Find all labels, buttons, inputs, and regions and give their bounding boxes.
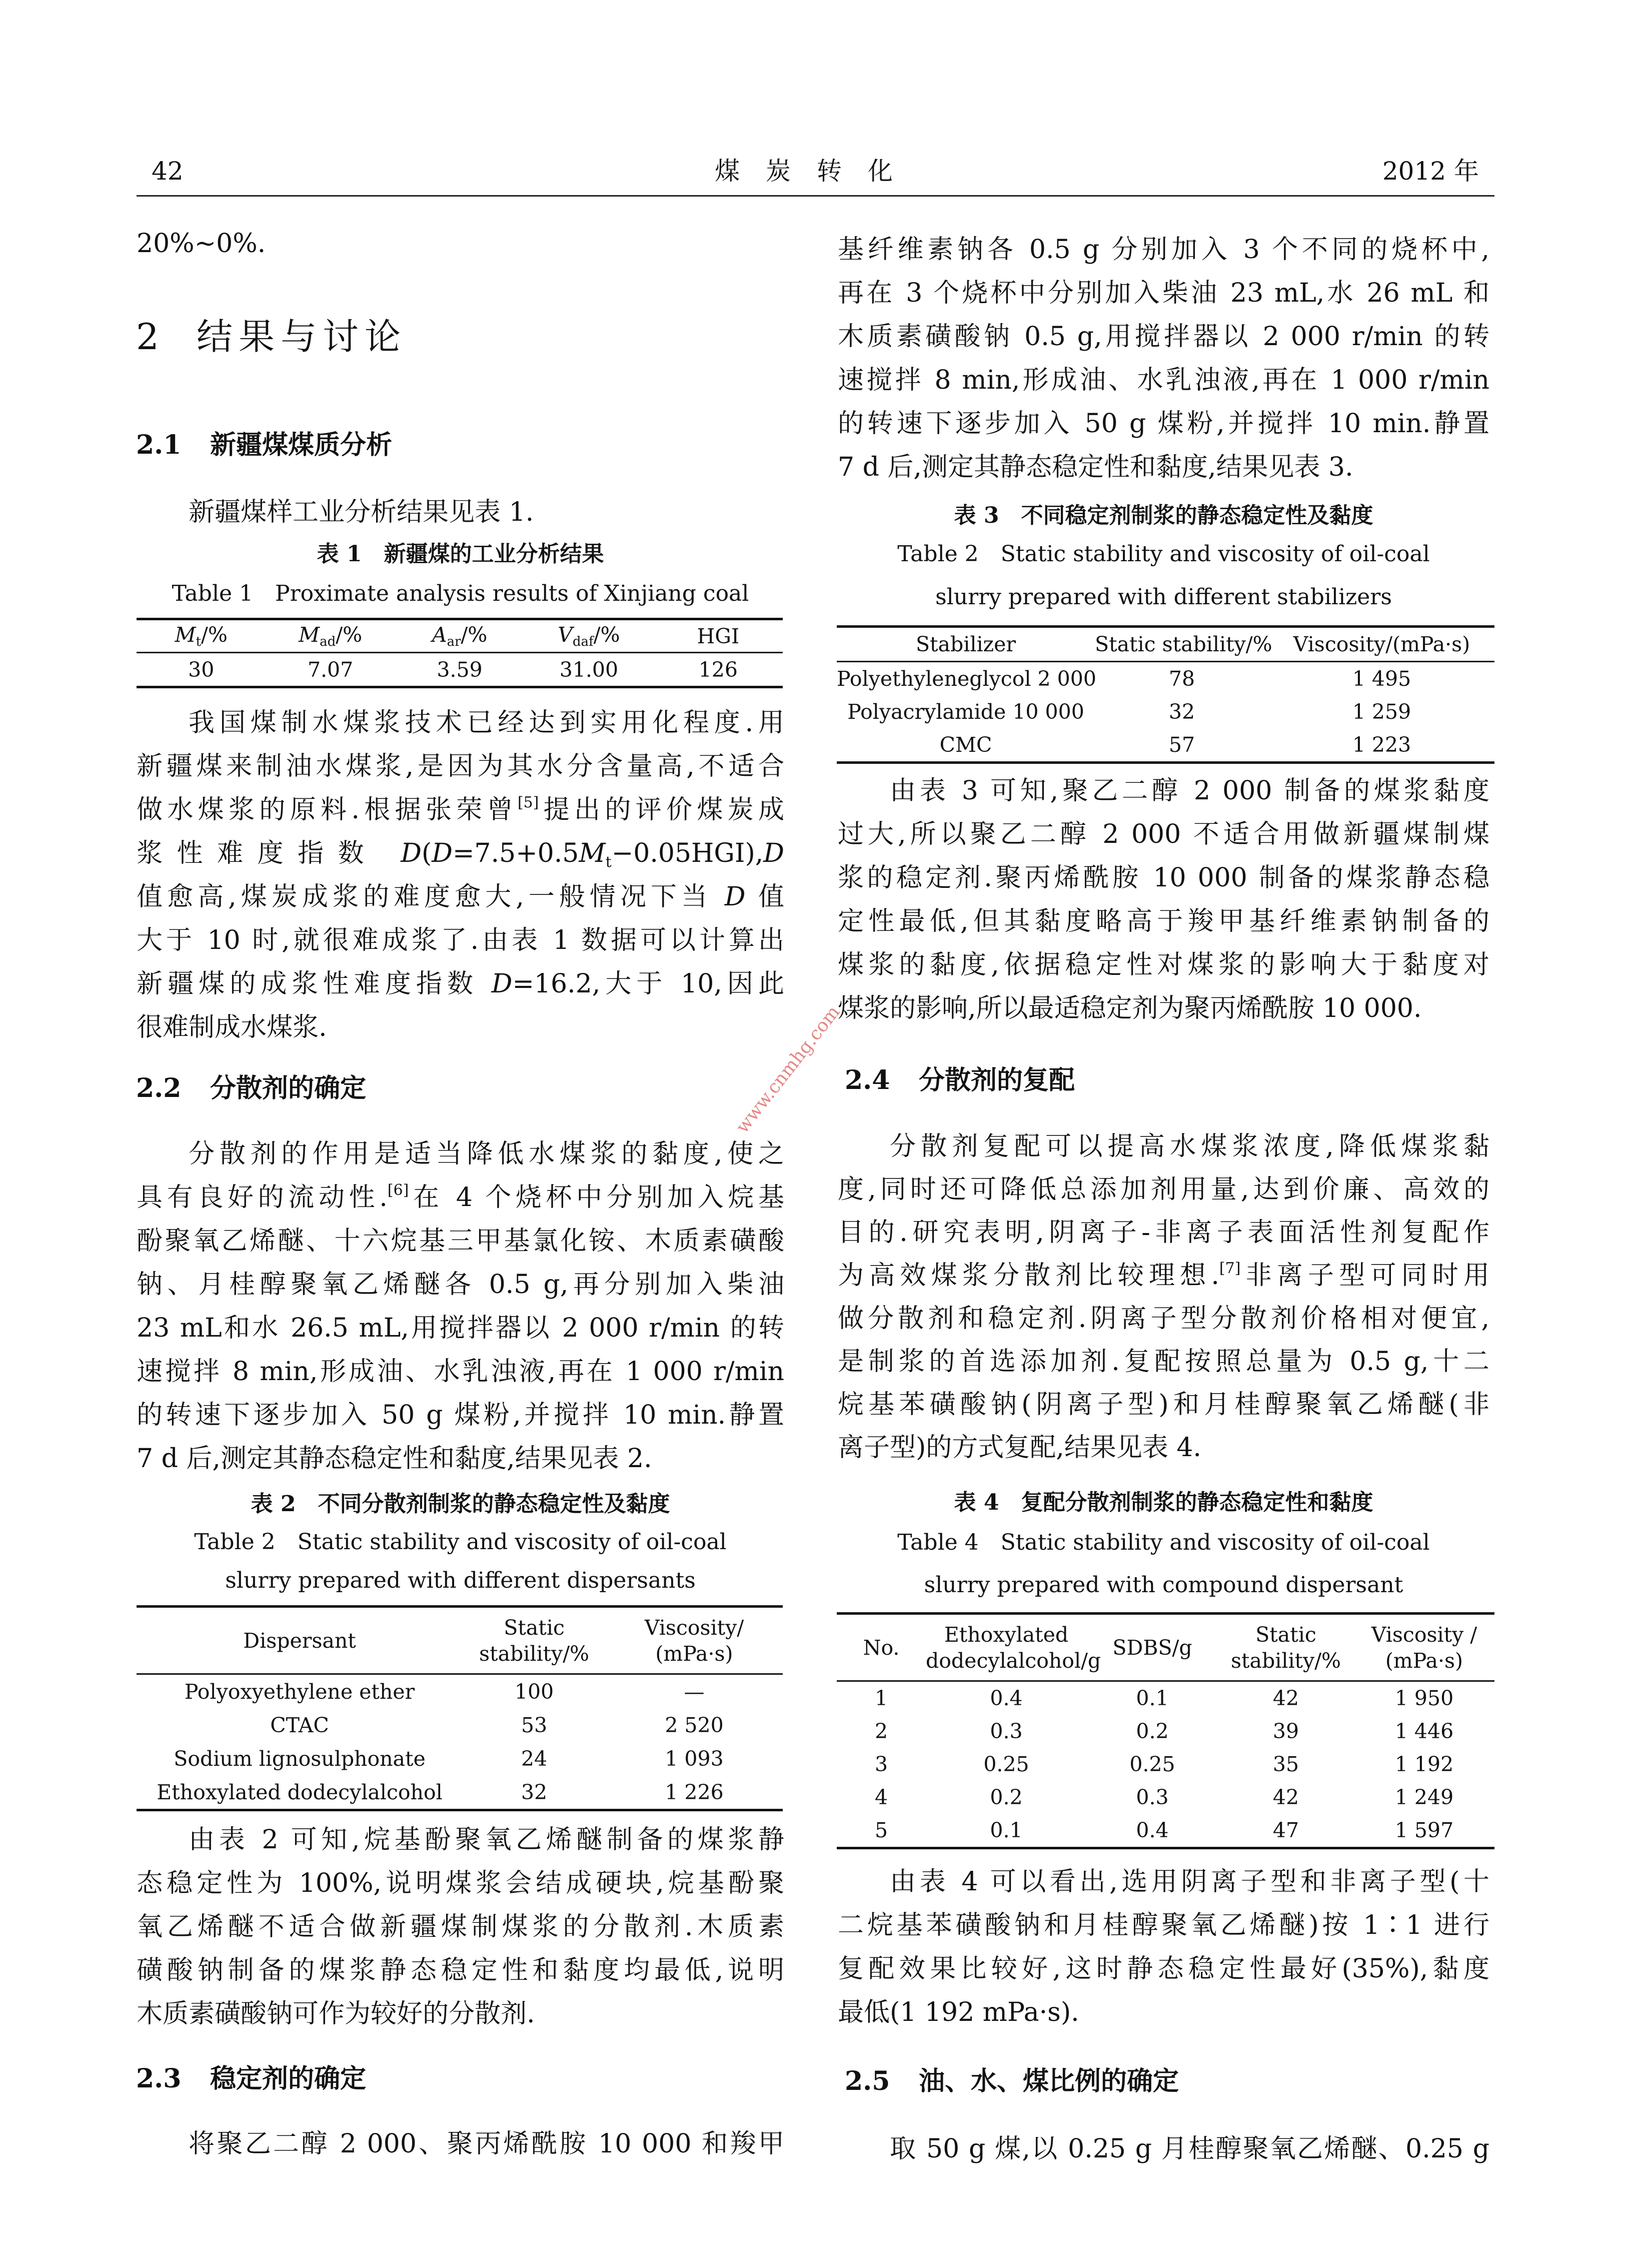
table-cell: 2 [874,1719,888,1743]
text-segment: 新疆煤来制油水煤浆,是因为其水分含量高,不适合 [137,751,784,781]
header-text-line: stability/% [479,1641,589,1666]
text-segment: 复配效果比较好,这时静态稳定性最好(35%),黏度 [838,1954,1489,1984]
text-line [137,1394,784,1437]
table-row [837,1748,1494,1781]
column-header [837,1636,926,1660]
text-line [137,832,784,875]
table-row [137,1742,783,1775]
table-cell: Polyoxyethylene ether [184,1679,415,1704]
table-row [837,1715,1494,1748]
text-line [137,875,784,919]
table-cell: 1 223 [1352,733,1411,757]
table-cell: 0.25 [1129,1752,1175,1776]
page-number: 42 [152,157,184,186]
table-cell: 39 [1272,1719,1299,1743]
table2-caption-en [137,1527,784,1557]
table-header-row [837,1615,1494,1682]
text-line [838,2127,1489,2171]
table-row [837,1814,1494,1847]
text-line [137,1006,784,1049]
header-text-line: (mPa·s) [655,1641,733,1666]
column-header [1095,632,1272,656]
table-cell: 32 [521,1780,548,1804]
section-title: 结果与讨论 [197,316,407,358]
subsection-number: 2.3 [136,2063,182,2094]
text-segment: 7 d 后,测定其静态稳定性和黏度,结果见表 3. [838,452,1353,482]
text-segment: 由表 2 可知,烷基酚聚氧乙烯醚制备的煤浆静 [189,1825,784,1855]
text-line [838,1904,1489,1947]
text-segment: ( [421,838,432,868]
table-cell: 35 [1272,1752,1299,1776]
table-3 [837,625,1494,764]
text-line [838,315,1489,359]
header-text: Viscosity/(mPa·s) [1293,632,1470,656]
section-number: 2 [136,316,159,358]
paragraph-continued [838,228,1489,489]
caption-label: 表 3 [954,503,999,528]
caption-label: Table 1 [172,581,254,606]
table2-caption-cn [137,1489,784,1519]
table3-caption-en-line2: slurry prepared with different stabilizers [935,584,1392,610]
text-line [137,745,784,788]
text-line [838,1340,1489,1383]
watermark: www.cnmhg.com [732,1002,844,1138]
header-unit: /% [201,623,228,647]
text-segment: 煤浆的影响,所以最适稳定剂为聚丙烯酰胺 10 000. [838,993,1422,1023]
text-segment: =7.5+0.5 [452,838,579,868]
math-symbol: D [724,882,746,912]
citation-ref: [6] [387,1182,409,1199]
subscript: t [605,853,612,871]
table-row [837,1682,1494,1715]
table-cell: 30 [188,657,215,682]
caption-title: Static stability and viscosity of oil-coal [1000,1530,1430,1555]
header-text-line: (mPa·s) [1385,1648,1463,1673]
table-cell: 0.1 [990,1818,1023,1842]
header-rule [137,195,1494,197]
text-line [838,228,1489,272]
text-segment: 取 50 g 煤,以 0.25 g 月桂醇聚氧乙烯醚、0.25 g [890,2134,1489,2164]
header-text: No. [863,1635,900,1660]
issue-year: 2012 年 [1382,157,1479,186]
text-segment: 非离子型可同时用 [1240,1261,1489,1291]
subsection-heading-2-2 [136,1071,367,1106]
text-segment: 二烷基苯磺酸钠和月桂醇聚氧乙烯醚)按 1∶1 进行 [838,1910,1489,1940]
text-segment: 烷基苯磺酸钠(阴离子型)和月桂醇聚氧乙烯醚(非 [838,1390,1489,1420]
text-line [137,962,784,1006]
column-header [395,623,524,649]
text-line [838,1254,1489,1297]
math-symbol: M [579,838,606,868]
paragraph [838,1860,1489,2034]
column-header [137,623,266,649]
text-line [137,2122,784,2166]
table-cell: Sodium lignosulphonate [174,1746,426,1771]
table-cell: CMC [939,733,992,757]
table-row [137,1708,783,1742]
caption-label: 表 1 [317,541,362,567]
subsection-title: 油、水、煤比例的确定 [919,2066,1179,2096]
header-symbol: V [558,623,573,647]
caption-title: 复配分散剂制浆的静态稳定性和黏度 [1021,1490,1373,1515]
text-line [838,856,1489,900]
text-line [838,1991,1489,2034]
text-line [838,1125,1489,1168]
text-segment: 做水煤浆的原料.根据张荣曾 [137,795,518,825]
column-header [137,1629,463,1653]
math-symbol: D [491,969,513,999]
text-segment: −0.05HGI), [611,838,764,868]
subsection-title: 分散剂的复配 [919,1065,1075,1095]
table-cell: 0.1 [1136,1686,1169,1710]
column-header [926,1622,1101,1674]
text-segment: 再在 3 个烧杯中分别加入柴油 23 mL,水 26 mL 和 [838,278,1489,308]
text-segment: 木质素磺酸钠可作为较好的分散剂. [137,1999,535,2029]
table-cell: 1 226 [665,1780,724,1804]
text-segment: 值 [745,882,785,912]
caption-title: 不同稳定剂制浆的静态稳定性及黏度 [1021,503,1373,528]
table-cell: 78 [1168,667,1195,691]
text-line [137,1818,784,1862]
table-cell: 0.3 [990,1719,1023,1743]
text-line [838,1168,1489,1211]
table-cell: 1 950 [1394,1686,1454,1710]
text-line [137,1307,784,1350]
header-subscript: t [196,634,202,649]
subsection-number: 2.4 [845,1065,890,1095]
text-segment: 最低(1 192 mPa·s). [838,1997,1079,2027]
table-cell: 2 520 [665,1713,724,1737]
citation-ref: [5] [517,794,539,811]
column-header [463,1615,606,1667]
header-subscript: ad [320,634,336,649]
text-line [137,1437,784,1481]
text-segment: 速搅拌 8 min,形成油、水乳浊液,再在 1 000 r/min [838,365,1489,395]
section-heading-2 [136,314,407,359]
text-line [137,701,784,745]
table1-caption-en [137,579,784,609]
text-line [838,272,1489,315]
text-segment: 值愈高,煤炭成浆的难度愈大,一般情况下当 [137,882,725,912]
table-cell: 42 [1272,1686,1299,1710]
column-header [837,632,1095,656]
table-cell: 0.2 [990,1785,1023,1809]
caption-label: Table 2 [194,1529,276,1555]
caption-label: Table 2 [897,541,979,567]
table-cell: 5 [874,1818,888,1842]
text-segment: 提出的评价煤炭成 [539,795,784,825]
table-cell: CTAC [270,1713,329,1737]
table-cell: 1 259 [1352,700,1411,724]
table3-caption-cn [838,501,1489,531]
header-subscript: ar [447,634,461,649]
subsection-number: 2.5 [845,2066,890,2096]
table4-caption-en [838,1528,1489,1558]
text-segment: 很难制成水煤浆. [137,1012,327,1042]
header-symbol: M [299,623,320,647]
header-text-line: Viscosity / [1371,1622,1477,1647]
paragraph [137,1818,784,2036]
math-symbol: D [432,838,453,868]
math-symbol: D [401,838,422,868]
table-row [837,662,1494,695]
text-line [137,1132,784,1176]
text-line [137,1220,784,1263]
caption-title: Static stability and viscosity of oil-coal [1000,541,1430,567]
header-text-line: Static [1255,1622,1316,1647]
subsection-title: 稳定剂的确定 [210,2063,367,2094]
column-header [524,623,653,649]
text-segment: 新疆煤的成浆性难度指数 [137,969,492,999]
table-header-row [137,620,783,653]
table1-caption-cn [137,539,784,569]
text-line [137,1176,784,1220]
table-cell: 0.4 [1136,1818,1169,1842]
table-cell: 1 597 [1394,1818,1454,1842]
header-text-line: stability/% [1231,1648,1341,1673]
text-segment: 态稳定性为 100%,说明煤浆会结成硬块,烷基酚聚 [137,1868,784,1898]
text-line [137,1263,784,1307]
text-segment: 由表 3 可知,聚乙二醇 2 000 制备的煤浆黏度 [890,776,1489,806]
table-cell: Ethoxylated dodecylalcohol [157,1780,443,1804]
table-row [837,728,1494,761]
column-header [606,1615,783,1667]
table-cell: 0.25 [983,1752,1029,1776]
table4-caption-cn [838,1488,1489,1518]
text-line [838,1383,1489,1426]
table-cell: 7.07 [307,657,354,682]
header-text: Dispersant [243,1628,356,1653]
table-cell: 0.2 [1136,1719,1169,1743]
text-segment: 大于 10 时,就很难成浆了.由表 1 数据可以计算出 [137,925,784,955]
text-segment: 23 mL和水 26.5 mL,用搅拌器以 2 000 r/min 的转 [137,1313,784,1343]
text-line [838,402,1489,446]
text-line [838,1426,1489,1469]
caption-title: Static stability and viscosity of oil-coal [297,1529,727,1555]
text-segment: 20%~0%. [137,229,266,259]
table-cell: 31.00 [559,657,619,682]
header-unit: /% [461,623,488,647]
text-segment: 7 d 后,测定其静态稳定性和黏度,结果见表 2. [137,1444,652,1474]
table-row [837,695,1494,728]
text-line [838,359,1489,402]
table-cell: 24 [521,1746,548,1771]
text-segment: 定性最低,但其黏度略高于羧甲基纤维素钠制备的 [838,906,1489,936]
header-text-line: Static [504,1615,565,1640]
table-cell: 126 [698,657,738,682]
table-row [137,653,783,686]
header-symbol: M [175,623,196,647]
journal-title: 煤 炭 转 化 [715,157,902,186]
text-segment: 浆的稳定剂.聚丙烯酰胺 10 000 制备的煤浆静态稳 [838,863,1489,893]
text-line [838,813,1489,856]
table-cell: Polyacrylamide 10 000 [847,700,1084,724]
caption-label: 表 4 [954,1490,999,1515]
text-segment: 钠、月桂醇聚氧乙烯醚各 0.5 g,再分别加入柴油 [137,1270,784,1300]
text-line [137,1949,784,1992]
header-text: HGI [697,624,740,648]
column-header [1269,632,1494,656]
paragraph [137,491,784,534]
text-line [137,222,784,266]
text-line [137,1862,784,1905]
caption-label: Table 4 [897,1530,979,1555]
table-cell: 1 495 [1352,667,1411,691]
text-line [838,1211,1489,1254]
subsection-heading-2-4 [845,1063,1075,1098]
subsection-heading-2-1 [136,428,393,463]
header-subscript: daf [572,634,594,649]
subsection-heading-2-3 [136,2061,367,2096]
table-cell: 1 [874,1686,888,1710]
table-cell: — [684,1679,705,1704]
text-segment: 新疆煤样工业分析结果见表 1. [189,497,534,527]
text-segment: 在 4 个烧杯中分别加入烷基 [409,1183,784,1213]
table-cell: 42 [1272,1785,1299,1809]
table-header-row [837,628,1494,662]
column-header [654,624,783,648]
text-segment: 过大,所以聚乙二醇 2 000 不适合用做新疆煤制煤 [838,819,1489,849]
math-symbol: D [763,838,784,868]
text-segment: 做分散剂和稳定剂.阴离子型分散剂价格相对便宜, [838,1304,1489,1334]
text-line [838,1947,1489,1991]
header-text-line: dodecylalcohol/g [926,1648,1101,1673]
table-cell: 47 [1272,1818,1299,1842]
text-segment: 的转速下逐步加入 50 g 煤粉,并搅拌 10 min.静置 [137,1400,784,1430]
paragraph [137,1132,784,1481]
subsection-number: 2.1 [136,430,182,460]
text-segment: 氧乙烯醚不适合做新疆煤制煤浆的分散剂.木质素 [137,1912,784,1942]
text-segment: 我国煤制水煤浆技术已经达到实用化程度.用 [189,708,784,738]
table4-caption-en-line2: slurry prepared with compound dispersant [924,1572,1403,1598]
caption-title: Proximate analysis results of Xinjiang coal [275,581,749,606]
text-segment: 分散剂复配可以提高水煤浆浓度,降低煤浆黏 [890,1131,1489,1162]
text-segment: 磺酸钠制备的煤浆静态稳定性和黏度均最低,说明 [137,1955,784,1985]
text-line [838,943,1489,987]
table-header-row [137,1608,783,1675]
text-line [137,1992,784,2036]
paragraph [838,1125,1489,1469]
header-unit: /% [336,623,363,647]
text-line [137,788,784,832]
text-segment: 木质素磺酸钠 0.5 g,用搅拌器以 2 000 r/min 的转 [838,322,1489,352]
table-row [137,1775,783,1809]
table-cell: 1 249 [1394,1785,1454,1809]
table-2 [137,1605,783,1811]
header-text: Stabilizer [915,632,1016,656]
paragraph [838,2127,1489,2171]
text-line [137,1905,784,1949]
table-4 [837,1612,1494,1849]
text-segment: 由表 4 可以看出,选用阴离子型和非离子型(十 [890,1867,1489,1897]
table-cell: 1 093 [665,1746,724,1771]
text-line [838,769,1489,813]
text-segment: 分散剂的作用是适当降低水煤浆的黏度,使之 [189,1139,784,1169]
paragraph [137,701,784,1049]
column-header [266,623,395,649]
text-segment: 离子型)的方式复配,结果见表 4. [838,1433,1201,1463]
text-line [838,900,1489,943]
header-text-line: Viscosity/ [644,1615,744,1640]
subsection-title: 新疆煤煤质分析 [210,430,393,460]
header-unit: /% [593,623,620,647]
text-segment: 酚聚氧乙烯醚、十六烷基三甲基氯化铵、木质素磺酸 [137,1226,784,1256]
caption-title: 新疆煤的工业分析结果 [384,541,604,567]
text-line [838,446,1489,489]
table-cell: 0.4 [990,1686,1023,1710]
citation-ref: [7] [1219,1260,1241,1277]
text-line [838,987,1489,1030]
table-cell: 4 [874,1785,888,1809]
text-segment: 具有良好的流动性. [137,1183,388,1213]
text-segment: 将聚乙二醇 2 000、聚丙烯酰胺 10 000 和羧甲 [189,2129,784,2159]
text-segment: 的转速下逐步加入 50 g 煤粉,并搅拌 10 min.静置 [838,409,1489,439]
text-segment: 基纤维素钠各 0.5 g 分别加入 3 个不同的烧杯中, [838,235,1489,265]
text-segment: 浆性难度指数 [137,838,401,868]
table3-caption-en [838,539,1489,569]
column-header [1087,1636,1218,1660]
header-text: SDBS/g [1112,1635,1192,1660]
paragraph-continued [137,222,784,266]
table-cell: 1 192 [1394,1752,1454,1776]
text-segment: 目的.研究表明,阴离子-非离子表面活性剂复配作 [838,1218,1489,1248]
text-line [137,919,784,962]
table-row [137,1675,783,1708]
header-symbol: A [432,623,447,647]
text-line [137,1350,784,1394]
paragraph [137,2122,784,2166]
text-segment: =16.2,大于 10,因此 [512,969,785,999]
text-segment: 煤浆的黏度,依据稳定性对煤浆的影响大于黏度对 [838,950,1489,980]
table-cell: 100 [514,1679,554,1704]
header-text: Static stability/% [1095,632,1272,656]
table-cell: 32 [1168,700,1195,724]
table-cell: 53 [521,1713,548,1737]
column-header [1218,1622,1354,1674]
table-cell: 3.59 [437,657,483,682]
table-cell: 3 [874,1752,888,1776]
table-cell: 1 446 [1394,1719,1454,1743]
table-cell: Polyethyleneglycol 2 000 [837,667,1096,691]
subsection-heading-2-5 [845,2064,1179,2099]
text-segment: 度,同时还可降低总添加剂用量,达到价廉、高效的 [838,1175,1489,1205]
header-text-line: Ethoxylated [944,1622,1069,1647]
text-line [838,1297,1489,1340]
table-row [837,1781,1494,1814]
table-cell: 0.3 [1136,1785,1169,1809]
table-1 [137,618,783,688]
subsection-number: 2.2 [136,1073,182,1103]
caption-label: 表 2 [251,1491,296,1517]
subsection-title: 分散剂的确定 [210,1073,367,1103]
text-line [137,491,784,534]
column-header [1354,1622,1494,1674]
table2-caption-en-line2: slurry prepared with different dispersants [225,1568,696,1593]
text-segment: 速搅拌 8 min,形成油、水乳浊液,再在 1 000 r/min [137,1357,784,1387]
paragraph [838,769,1489,1030]
text-line [838,1860,1489,1904]
text-segment: 是制浆的首选添加剂.复配按照总量为 0.5 g,十二 [838,1347,1489,1377]
table-cell: 57 [1168,733,1195,757]
text-segment: 为高效煤浆分散剂比较理想. [838,1261,1219,1291]
caption-title: 不同分散剂制浆的静态稳定性及黏度 [318,1491,670,1517]
